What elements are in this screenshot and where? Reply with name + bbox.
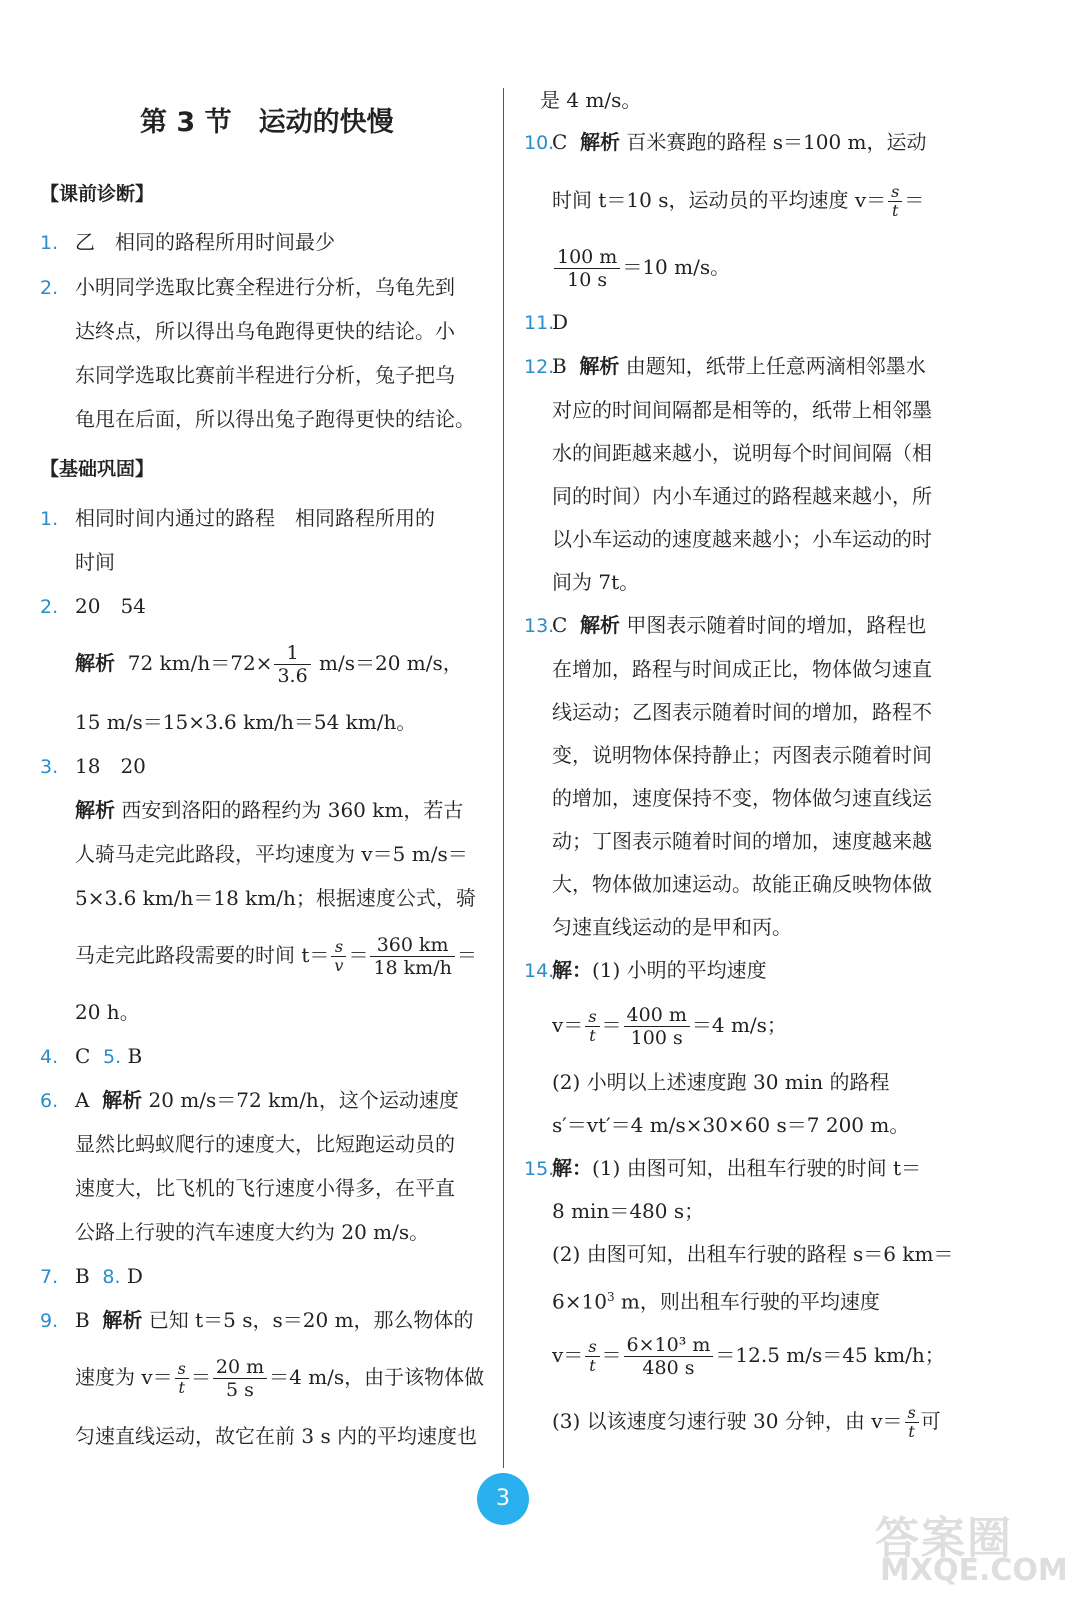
answer-text: 是 4 m/s。 xyxy=(540,88,642,112)
question-number: 3. xyxy=(40,756,59,778)
question-number: 15. xyxy=(524,1158,555,1180)
fraction: $\frac{s}{t}$ xyxy=(888,183,902,220)
answer-text: 20 h。 xyxy=(75,1000,140,1024)
explanation-line: B 解析 由题知，纸带上任意两滴相邻墨水 xyxy=(552,354,926,378)
answer-text: 线运动；乙图表示随着时间的增加，路程不 xyxy=(552,700,932,724)
answer-text: 在增加，路程与时间成正比，物体做匀速直 xyxy=(552,657,932,681)
answer-text: 20 54 xyxy=(75,594,146,618)
fraction: $\frac{s}{t}$ xyxy=(585,1338,599,1375)
explanation-line: $\frac{100 m}{10 s}$ ＝10 m/s。 xyxy=(552,242,730,292)
answer-text: $6\times 10^3$ m，则出租车行驶的平均速度 xyxy=(552,1289,880,1314)
answer-text: 公路上行驶的汽车速度大约为 20 m/s。 xyxy=(75,1220,430,1244)
fraction: $\frac{s}{t}$ xyxy=(585,1008,599,1045)
answer-text: 的增加，速度保持不变，物体做匀速直线运 xyxy=(552,786,932,810)
answer-text: 8 min＝480 s； xyxy=(552,1199,705,1223)
answer-text: 动；丁图表示随着时间的增加，速度越来越 xyxy=(552,829,932,853)
question-number: 9. xyxy=(40,1310,59,1332)
formula-text: m/s＝20 m/s， xyxy=(312,651,463,675)
explanation-line: 解析 西安到洛阳的路程约为 360 km，若古 xyxy=(75,798,464,822)
answer-text: 龟甩在后面，所以得出兔子跑得更快的结论。 xyxy=(75,407,475,431)
explanation-line: 马走完此路段需要的时间 t＝ $\frac{s}{v}$ ＝ $\frac{360 km}{18 km/h}$ ＝ xyxy=(75,934,477,979)
column-divider xyxy=(503,88,504,1468)
explanation-line: 速度为 v＝ $\frac{s}{t}$ ＝ $\frac{20 m}{5 s}$ ＝4 m/s，由于该物体做 xyxy=(75,1356,485,1401)
fraction: $\frac{s}{t}$ xyxy=(905,1404,919,1441)
explanation-label: 解析 xyxy=(75,651,115,675)
question-number: 4. xyxy=(40,1046,59,1068)
answer-text: 匀速直线运动的是甲和丙。 xyxy=(552,915,792,939)
explanation-label: 解析 xyxy=(579,354,620,378)
explanation-label: 解析 xyxy=(102,1308,143,1332)
explanation-line: 时间 t＝10 s，运动员的平均速度 v＝ $\frac{s}{t}$ ＝ xyxy=(552,182,925,220)
question-number: 1. xyxy=(40,232,59,254)
answer-text: 以小车运动的速度越来越小；小车运动的时 xyxy=(552,527,932,551)
answer-line xyxy=(40,1042,58,1070)
question-number: 2. xyxy=(40,596,59,618)
formula-line: v＝ $\frac{s}{t}$ ＝ $\frac{\text{6×10³ m}}{480 s}$ ＝12.5 m/s＝45 km/h； xyxy=(552,1334,945,1379)
formula-line: v＝ $\frac{s}{t}$ ＝ $\frac{400 m}{100 s}$ ＝4 m/s； xyxy=(552,1004,787,1049)
fraction: $\frac{400 m}{100 s}$ xyxy=(624,1004,690,1049)
solution-line: 解：(1) 小明的平均速度 xyxy=(552,958,767,982)
watermark-url: MXQE.COM xyxy=(880,1553,1068,1588)
page-title: 第 3 节 运动的快慢 xyxy=(140,107,394,138)
answer-text: 15 m/s＝15×3.6 km/h＝54 km/h。 xyxy=(75,710,417,734)
answer-text: 东同学选取比赛前半程进行分析，兔子把乌 xyxy=(75,363,455,387)
answer-text: (2) 小明以上述速度跑 30 min 的路程 xyxy=(552,1070,890,1094)
answer-text: 速度大，比飞机的飞行速度小得多，在平直 xyxy=(75,1176,455,1200)
answer-text: 水的间距越来越小，说明每个时间间隔（相 xyxy=(552,441,932,465)
formula-text: 72 km/h＝72× xyxy=(127,651,273,675)
answer-text: 对应的时间间隔都是相等的，纸带上相邻墨 xyxy=(552,398,932,422)
fraction: $\frac{100 m}{10 s}$ xyxy=(554,246,620,291)
fraction: $\frac{360 km}{18 km/h}$ xyxy=(370,934,454,979)
question-number: 10. xyxy=(524,132,555,154)
fraction: $\frac{s}{v}$ xyxy=(331,938,346,975)
section-heading-basics: 【基础巩固】 xyxy=(40,458,155,480)
watermark-logo: 答案圈 xyxy=(875,1513,1013,1564)
explanation-line: B 解析 已知 t＝5 s，s＝20 m，那么物体的 xyxy=(75,1308,474,1332)
answer-text: 5×3.6 km/h＝18 km/h；根据速度公式，骑 xyxy=(75,886,476,910)
explanation-label: 解析 xyxy=(75,798,115,822)
fraction: $\frac{s}{t}$ xyxy=(175,1360,189,1397)
question-number: 1. xyxy=(40,508,59,530)
answer-text: s′＝vt′＝4 m/s×30×60 s＝7 200 m。 xyxy=(552,1113,910,1137)
question-1 xyxy=(40,228,58,256)
answer-text: 显然比蚂蚁爬行的速度大，比短跑运动员的 xyxy=(75,1132,455,1156)
solution-line: 解：(1) 由图可知，出租车行驶的时间 t＝ xyxy=(552,1156,922,1180)
explanation-line: A 解析 20 m/s＝72 km/h，这个运动速度 xyxy=(75,1088,459,1112)
answer-text: 同的时间）内小车通过的路程越来越小，所 xyxy=(552,484,932,508)
fraction: $\frac{1}{3.6}$ xyxy=(274,642,310,687)
question-number: 2. xyxy=(40,277,59,299)
question-number: 8. xyxy=(102,1266,121,1288)
formula-line: (3) 以该速度匀速行驶 30 分钟，由 v＝ $\frac{s}{t}$ 可 xyxy=(552,1403,941,1441)
answer-text: 达终点，所以得出乌龟跑得更快的结论。小 xyxy=(75,319,455,343)
question-number: 11. xyxy=(524,312,555,334)
explanation-line: C 解析 百米赛跑的路程 s＝100 m，运动 xyxy=(552,130,927,154)
answer-text: 间为 7t。 xyxy=(552,570,640,594)
fraction: $\frac{\text{6×10³ m}}{480 s}$ xyxy=(624,1334,714,1379)
question-number: 7. xyxy=(40,1266,59,1288)
explanation-line: C 解析 甲图表示随着时间的增加，路程也 xyxy=(552,613,927,637)
explanation-label: 解析 xyxy=(580,130,621,154)
question-number: 6. xyxy=(40,1090,59,1112)
answer-text: 相同时间内通过的路程 相同路程所用的 xyxy=(75,506,435,530)
answer-text: 大，物体做加速运动。故能正确反映物体做 xyxy=(552,872,932,896)
page-number-badge: 3 xyxy=(477,1473,529,1525)
answer-text: 匀速直线运动，故它在前 3 s 内的平均速度也 xyxy=(75,1424,478,1448)
explanation-line xyxy=(75,638,463,688)
question-number: 13. xyxy=(524,615,555,637)
solution-label: 解： xyxy=(552,958,592,982)
answer-text: 时间 xyxy=(75,550,115,574)
explanation-label: 解析 xyxy=(580,613,621,637)
answer-text: (2) 由图可知，出租车行驶的路程 s＝6 km＝ xyxy=(552,1242,954,1266)
fraction: $\frac{20 m}{5 s}$ xyxy=(213,1356,267,1401)
solution-label: 解： xyxy=(552,1156,592,1180)
question-number: 12. xyxy=(524,356,555,378)
answer-text: 18 20 xyxy=(75,754,146,778)
section-heading-pre-class: 【课前诊断】 xyxy=(40,183,155,205)
answer-text: 变，说明物体保持静止；丙图表示随着时间 xyxy=(552,743,932,767)
answer-text: D xyxy=(552,310,569,334)
explanation-label: 解析 xyxy=(102,1088,143,1112)
question-number: 14. xyxy=(524,960,555,982)
answer-text: 人骑马走完此路段，平均速度为 v＝5 m/s＝ xyxy=(75,842,468,866)
answer-text: 小明同学选取比赛全程进行分析，乌龟先到 xyxy=(75,275,455,299)
question-number: 5. xyxy=(103,1046,122,1068)
answer-text: 乙 相同的路程所用时间最少 xyxy=(75,230,335,254)
